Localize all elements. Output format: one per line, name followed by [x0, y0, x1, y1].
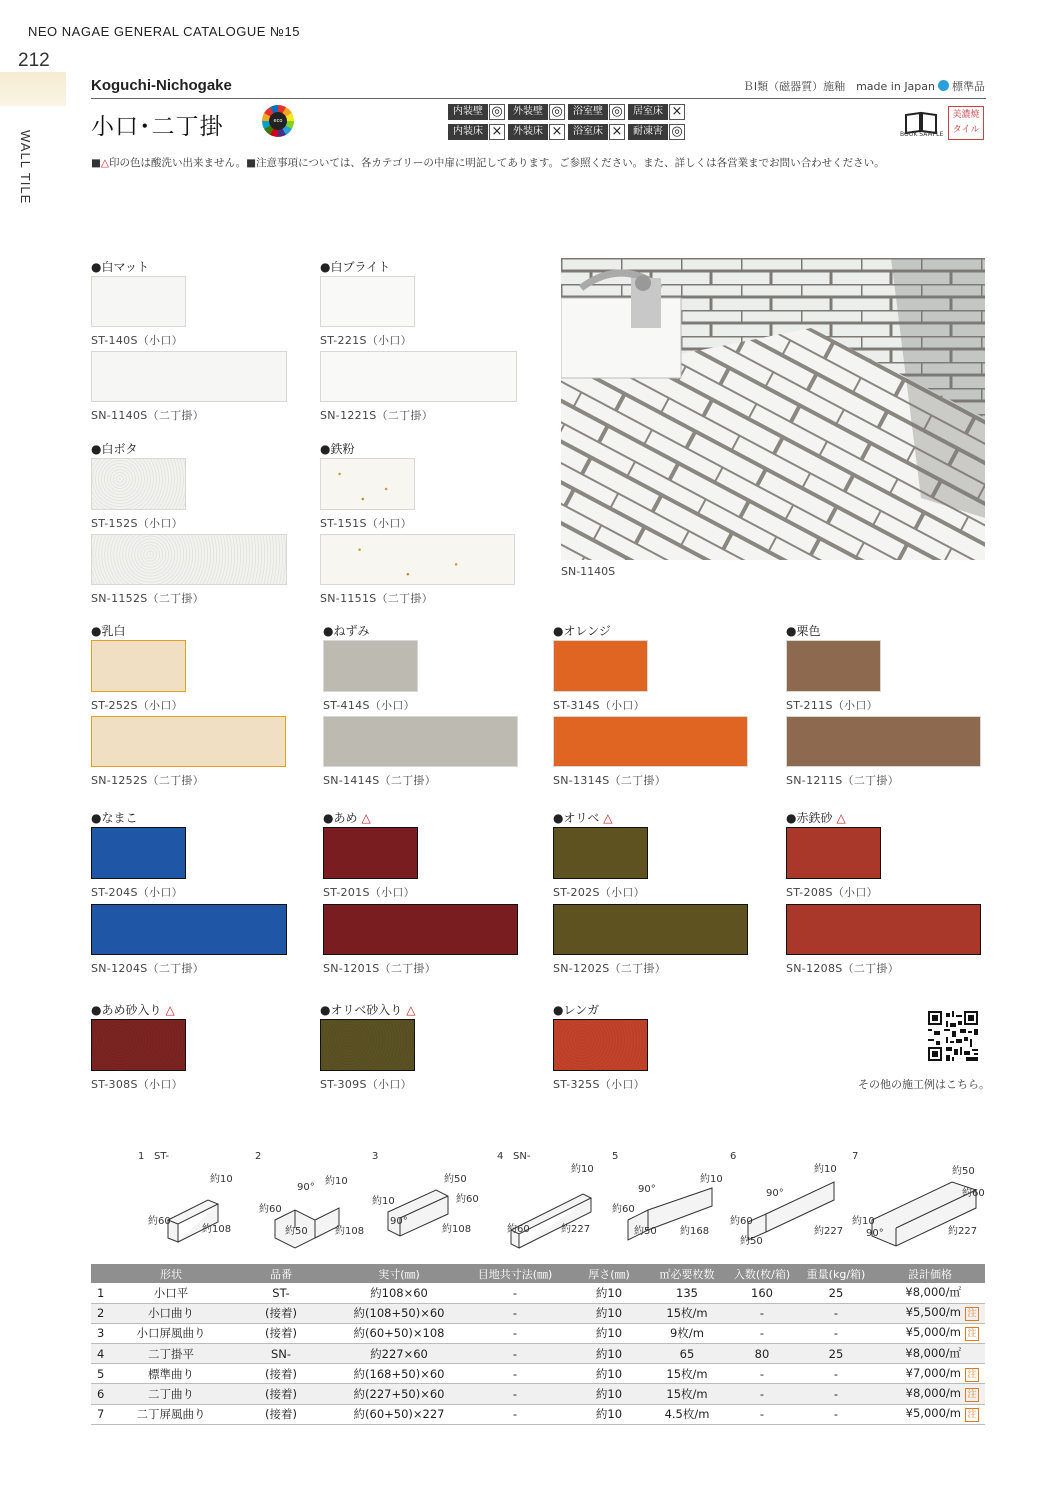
acid-warning-icon: △	[165, 1003, 175, 1017]
spec-cell-weight: -	[797, 1364, 875, 1384]
swatch-code-large: SN-1204S（二丁掛）	[91, 962, 205, 975]
standard-label: 標準品	[952, 80, 985, 93]
swatch-code-large: SN-1414S（二丁掛）	[323, 774, 437, 787]
swatch-tile-large	[786, 904, 981, 955]
shape-dimension-label: 約108	[202, 1224, 232, 1235]
spec-cell-num: 5	[91, 1364, 119, 1384]
spec-cell-joint: -	[459, 1344, 571, 1364]
swatch-tile-small	[320, 1019, 415, 1071]
color-name	[553, 1001, 603, 1018]
spec-cell-thick: 約10	[571, 1303, 647, 1323]
color-name	[91, 440, 141, 457]
color-name	[786, 809, 846, 826]
shape-diagram-3	[372, 1160, 502, 1260]
price-value: ¥7,000/m	[905, 1365, 961, 1380]
swatch-tile-small	[320, 276, 415, 327]
swatch-code-small: ST-252S（小口）	[91, 699, 183, 712]
spec-cell-shape: 小口屏風曲り	[119, 1323, 223, 1343]
price-value: ¥8,000/㎡	[905, 1346, 961, 1361]
shape-dimension-label: 約227	[561, 1224, 591, 1235]
spec-cell-size: 約(227+50)×60	[339, 1384, 459, 1404]
spec-cell-joint: -	[459, 1404, 571, 1424]
usage-mark-icon: ◎	[549, 104, 565, 120]
swatch-tile-small	[320, 458, 415, 510]
shape-number: 4	[497, 1151, 504, 1162]
swatch-tile-small	[91, 276, 186, 327]
swatch-tile-small	[91, 827, 186, 879]
shape-number: 2	[255, 1151, 262, 1162]
spec-cell-code: (接着)	[223, 1404, 339, 1424]
spec-cell-price	[875, 1303, 985, 1323]
shape-diagram-4	[497, 1160, 627, 1260]
spec-cell-price	[875, 1364, 985, 1384]
shape-dimension-label: 約50	[285, 1226, 308, 1237]
spec-cell-per_box: -	[727, 1364, 797, 1384]
spec-cell-price	[875, 1344, 985, 1364]
spec-cell-per_box: -	[727, 1303, 797, 1323]
spec-cell-code: ST-	[223, 1283, 339, 1303]
spec-cell-per_box: -	[727, 1404, 797, 1424]
spec-cell-joint: -	[459, 1303, 571, 1323]
color-name-text: ●オリベ	[553, 811, 600, 825]
color-name-text: ●あめ砂入り	[91, 1003, 162, 1017]
spec-cell-price	[875, 1404, 985, 1424]
spec-column-header: 重量(kg/箱)	[797, 1264, 875, 1283]
swatch-code-small: ST-151S（小口）	[320, 517, 412, 530]
swatch-tile-large	[320, 534, 515, 585]
spec-line	[743, 78, 985, 94]
shape-dimension-label: 約168	[680, 1226, 710, 1237]
acid-warning-icon: △	[361, 811, 371, 825]
color-name-text: ●鉄粉	[320, 442, 355, 456]
shape-dimension-label: 約60	[507, 1224, 530, 1235]
swatch-tile-small	[786, 827, 881, 879]
price-value: ¥5,500/m	[905, 1305, 961, 1320]
product-name: 小口･二丁掛	[91, 114, 224, 140]
usage-label: 耐凍害	[628, 124, 668, 140]
color-name	[553, 622, 615, 639]
usage-mark-icon: ×	[549, 124, 565, 140]
spec-cell-code: SN-	[223, 1344, 339, 1364]
shape-dimension-label: 約227	[814, 1226, 844, 1237]
spec-cell-thick: 約10	[571, 1344, 647, 1364]
installation-photo	[561, 258, 985, 560]
swatch-code-small: ST-309S（小口）	[320, 1078, 412, 1091]
shape-number: 1	[138, 1151, 145, 1162]
standard-dot-icon	[938, 80, 949, 91]
spec-cell-price	[875, 1323, 985, 1343]
swatch-tile-small	[323, 640, 418, 692]
spec-cell-per_m2: 135	[647, 1283, 727, 1303]
notice-text	[91, 155, 885, 170]
qr-caption: その他の施工例はこちら。	[858, 1078, 990, 1091]
swatch-tile-small	[91, 458, 186, 510]
color-name	[320, 440, 358, 457]
shape-dimension-label: 約60	[148, 1216, 171, 1227]
shape-number: 3	[372, 1151, 379, 1162]
shape-dimension-label: 90°	[297, 1182, 315, 1193]
swatch-tile-small	[553, 1019, 648, 1071]
spec-cell-per_m2: 15枚/m	[647, 1384, 727, 1404]
acid-warning-icon: △	[406, 1003, 416, 1017]
swatch-tile-large	[553, 904, 748, 955]
spec-cell-thick: 約10	[571, 1364, 647, 1384]
spec-cell-shape: 二丁屏風曲り	[119, 1404, 223, 1424]
spec-cell-size: 約(60+50)×108	[339, 1323, 459, 1343]
spec-cell-weight: 25	[797, 1344, 875, 1364]
shape-dimension-label: 約108	[442, 1224, 472, 1235]
usage-mark-icon: ◎	[609, 104, 625, 120]
spec-cell-size: 約(168+50)×60	[339, 1364, 459, 1384]
shape-dimension-label: 約50	[952, 1166, 975, 1177]
usage-mark-icon: ×	[669, 104, 685, 120]
spec-column-header: 設計価格	[875, 1264, 985, 1283]
swatch-code-large: SN-1202S（二丁掛）	[553, 962, 667, 975]
color-name-text: ●赤鉄砂	[786, 811, 833, 825]
swatch-code-small: ST-152S（小口）	[91, 517, 183, 530]
side-label: WALL TILE	[18, 130, 33, 205]
spec-cell-thick: 約10	[571, 1323, 647, 1343]
usage-label: 外装壁	[508, 104, 548, 120]
swatch-tile-large	[320, 351, 517, 402]
shape-dimension-label: 約60	[730, 1216, 753, 1227]
swatch-tile-large	[323, 716, 518, 767]
shape-dimension-label: 90°	[766, 1188, 784, 1199]
spec-table-row	[91, 1303, 985, 1323]
color-name	[91, 809, 141, 826]
spec-text: ＢⅠ類（磁器質）施釉 made in Japan	[742, 80, 935, 93]
spec-cell-num: 7	[91, 1404, 119, 1424]
spec-cell-thick: 約10	[571, 1404, 647, 1424]
spec-cell-per_m2: 15枚/m	[647, 1364, 727, 1384]
swatch-code-large: SN-1208S（二丁掛）	[786, 962, 900, 975]
swatch-tile-small	[553, 827, 648, 879]
spec-cell-code: (接着)	[223, 1303, 339, 1323]
spec-cell-per_box: -	[727, 1384, 797, 1404]
color-name	[323, 622, 373, 639]
spec-cell-per_m2: 9枚/m	[647, 1323, 727, 1343]
swatch-code-large: SN-1221S（二丁掛）	[320, 409, 434, 422]
shape-dimension-label: 約10	[700, 1174, 723, 1185]
color-name	[91, 258, 153, 275]
usage-label: 内装床	[448, 124, 488, 140]
swatch-tile-large	[91, 534, 287, 585]
notice-triangle-icon: △	[100, 157, 109, 169]
header-rule	[91, 98, 986, 99]
shape-dimension-label: 約60	[612, 1204, 635, 1215]
swatch-code-small: ST-221S（小口）	[320, 334, 412, 347]
acid-warning-icon: △	[603, 811, 613, 825]
color-name	[91, 622, 129, 639]
shape-prefix: ST-	[154, 1151, 170, 1162]
swatch-code-small: ST-308S（小口）	[91, 1078, 183, 1091]
spec-cell-per_m2: 4.5枚/m	[647, 1404, 727, 1424]
swatch-code-small: ST-140S（小口）	[91, 334, 183, 347]
eco-friendly-icon	[262, 105, 294, 142]
spec-column-header: 形状	[119, 1264, 223, 1283]
price-value: ¥8,000/㎡	[905, 1285, 961, 1300]
spec-cell-per_box: 160	[727, 1283, 797, 1303]
usage-mark-icon: ×	[489, 124, 505, 140]
spec-cell-num: 4	[91, 1344, 119, 1364]
color-name-text: ●栗色	[786, 624, 821, 638]
spec-table-row	[91, 1344, 985, 1364]
spec-cell-per_box: -	[727, 1323, 797, 1343]
price-value: ¥5,000/m	[905, 1325, 961, 1340]
note-icon: 注	[965, 1408, 979, 1422]
spec-column-header: 品番	[223, 1264, 339, 1283]
color-name-text: ●白ボタ	[91, 442, 138, 456]
swatch-code-large: SN-1314S（二丁掛）	[553, 774, 667, 787]
swatch-tile-large	[91, 351, 287, 402]
spec-table-row	[91, 1404, 985, 1424]
shape-dimension-label: 約50	[634, 1226, 657, 1237]
spec-cell-joint: -	[459, 1364, 571, 1384]
spec-column-header: ㎡必要枚数	[647, 1264, 727, 1283]
spec-cell-shape: 小口曲り	[119, 1303, 223, 1323]
swatch-code-small: ST-202S（小口）	[553, 886, 645, 899]
spec-cell-weight: -	[797, 1404, 875, 1424]
usage-label: 浴室壁	[568, 104, 608, 120]
spec-cell-joint: -	[459, 1283, 571, 1303]
note-icon: 注	[965, 1327, 979, 1341]
shape-dimension-label: 約60	[456, 1194, 479, 1205]
shape-prefix: SN-	[513, 1151, 531, 1162]
spec-table	[91, 1264, 985, 1425]
usage-mark-icon: ◎	[489, 104, 505, 120]
shape-dimension-label: 約50	[740, 1236, 763, 1247]
swatch-tile-small	[786, 640, 881, 692]
swatch-tile-large	[786, 716, 981, 767]
shape-dimension-label: 約10	[210, 1174, 233, 1185]
spec-cell-weight: 25	[797, 1283, 875, 1303]
note-icon: 注	[965, 1307, 979, 1321]
shape-dimension-label: 約60	[259, 1204, 282, 1215]
swatch-code-small: ST-201S（小口）	[323, 886, 415, 899]
note-icon: 注	[965, 1368, 979, 1382]
swatch-tile-large	[91, 716, 286, 767]
swatch-code-large: SN-1152S（二丁掛）	[91, 592, 205, 605]
color-name	[91, 1001, 175, 1018]
shape-dimension-label: 約227	[948, 1226, 978, 1237]
color-name	[320, 1001, 415, 1018]
spec-cell-joint: -	[459, 1323, 571, 1343]
shape-dimension-label: 約10	[325, 1176, 348, 1187]
qr-code-icon[interactable]	[928, 1011, 978, 1061]
color-name	[320, 258, 394, 275]
spec-cell-code: (接着)	[223, 1384, 339, 1404]
spec-cell-num: 1	[91, 1283, 119, 1303]
swatch-code-small: ST-325S（小口）	[553, 1078, 645, 1091]
spec-column-header: 厚さ(㎜)	[571, 1264, 647, 1283]
spec-table-header	[91, 1264, 985, 1283]
swatch-code-small: ST-314S（小口）	[553, 699, 645, 712]
shape-dimension-label: 約50	[444, 1174, 467, 1185]
swatch-tile-small	[91, 1019, 186, 1071]
swatch-code-small: ST-208S（小口）	[786, 886, 878, 899]
shape-dimension-label: 90°	[390, 1216, 408, 1227]
spec-cell-weight: -	[797, 1384, 875, 1404]
spec-cell-size: 約227×60	[339, 1344, 459, 1364]
swatch-tile-large	[553, 716, 748, 767]
shape-dimension-label: 90°	[638, 1184, 656, 1195]
swatch-tile-small	[323, 827, 418, 879]
spec-cell-per_box: 80	[727, 1344, 797, 1364]
catalogue-title: NEO NAGAE GENERAL CATALOGUE №15	[28, 24, 300, 39]
shape-dimension-label: 約10	[571, 1164, 594, 1175]
mino-tile-badge: 美濃焼タイル	[948, 106, 984, 140]
swatch-code-large: SN-1252S（二丁掛）	[91, 774, 205, 787]
color-name-text: ●ねずみ	[323, 624, 370, 638]
shape-dimension-label: 約10	[372, 1196, 395, 1207]
spec-cell-shape: 標準曲り	[119, 1364, 223, 1384]
spec-column-header: 入数(枚/箱)	[727, 1264, 797, 1283]
spec-cell-num: 6	[91, 1384, 119, 1404]
swatch-code-large: SN-1151S（二丁掛）	[320, 592, 434, 605]
color-name-text: ●あめ	[323, 811, 358, 825]
swatch-code-large: SN-1201S（二丁掛）	[323, 962, 437, 975]
spec-cell-weight: -	[797, 1323, 875, 1343]
spec-cell-code: (接着)	[223, 1364, 339, 1384]
swatch-tile-small	[91, 640, 186, 692]
swatch-code-large: SN-1140S（二丁掛）	[91, 409, 205, 422]
swatch-code-small: ST-204S（小口）	[91, 886, 183, 899]
shape-dimension-label: 約60	[962, 1188, 985, 1199]
note-icon: 注	[965, 1388, 979, 1402]
notice-prefix: ■	[91, 157, 101, 169]
spec-cell-price	[875, 1384, 985, 1404]
price-value: ¥5,000/m	[905, 1406, 961, 1421]
page-number-band	[0, 72, 66, 106]
color-name-text: ●なまこ	[91, 811, 138, 825]
eco-badge-text: eco friendly	[269, 112, 287, 130]
swatch-tile-large	[91, 904, 287, 955]
spec-cell-thick: 約10	[571, 1283, 647, 1303]
acid-warning-icon: △	[836, 811, 846, 825]
shape-dimension-label: 約10	[814, 1164, 837, 1175]
spec-cell-per_m2: 15枚/m	[647, 1303, 727, 1323]
spec-cell-num: 2	[91, 1303, 119, 1323]
spec-cell-num: 3	[91, 1323, 119, 1343]
spec-cell-size: 約108×60	[339, 1283, 459, 1303]
swatch-tile-large	[323, 904, 518, 955]
spec-cell-code: (接着)	[223, 1323, 339, 1343]
usage-label: 内装壁	[448, 104, 488, 120]
color-name	[553, 809, 612, 826]
spec-cell-shape: 小口平	[119, 1283, 223, 1303]
color-name-text: ●レンガ	[553, 1003, 600, 1017]
usage-label: 浴室床	[568, 124, 608, 140]
color-name-text: ●オリベ砂入り	[320, 1003, 403, 1017]
installation-photo-drawing	[561, 258, 985, 560]
spec-table-row	[91, 1283, 985, 1303]
spec-column-header: 実寸(㎜)	[339, 1264, 459, 1283]
usage-mark-icon: ◎	[669, 124, 685, 140]
spec-cell-weight: -	[797, 1303, 875, 1323]
photo-caption: SN-1140S	[561, 565, 616, 578]
swatch-code-small: ST-414S（小口）	[323, 699, 415, 712]
page-number: 212	[18, 50, 50, 71]
shape-dimension-label: 約10	[852, 1216, 875, 1227]
notice-body: 印の色は酸洗い出来ません。■注意事項については、各カテゴリーの中扉に明記してあります。ご参照ください。また、詳しくは各営業までお問い合わせください。	[109, 157, 885, 169]
shape-diagram-1	[138, 1160, 268, 1260]
shape-dimension-label: 90°	[866, 1228, 884, 1239]
series-title: Koguchi-Nichogake	[91, 77, 232, 94]
spec-column-header	[91, 1264, 119, 1283]
color-name-text: ●白ブライト	[320, 260, 391, 274]
book-sample-caption: BOOK SAMPLE	[900, 131, 944, 138]
color-name-text: ●乳白	[91, 624, 126, 638]
spec-table-row	[91, 1323, 985, 1343]
shape-number: 7	[852, 1151, 859, 1162]
spec-cell-size: 約(60+50)×227	[339, 1404, 459, 1424]
color-name	[786, 622, 824, 639]
color-name-text: ●オレンジ	[553, 624, 611, 638]
swatch-tile-small	[553, 640, 648, 692]
spec-cell-joint: -	[459, 1384, 571, 1404]
swatch-code-small: ST-211S（小口）	[786, 699, 878, 712]
shape-number: 6	[730, 1151, 737, 1162]
color-name	[323, 809, 371, 826]
shape-number: 5	[612, 1151, 619, 1162]
usage-label: 外装床	[508, 124, 548, 140]
spec-cell-shape: 二丁曲り	[119, 1384, 223, 1404]
shape-dimension-label: 約108	[335, 1226, 365, 1237]
usage-mark-icon: ×	[609, 124, 625, 140]
usage-label: 居室床	[628, 104, 668, 120]
spec-cell-thick: 約10	[571, 1384, 647, 1404]
spec-cell-size: 約(108+50)×60	[339, 1303, 459, 1323]
color-name-text: ●白マット	[91, 260, 149, 274]
swatch-code-large: SN-1211S（二丁掛）	[786, 774, 900, 787]
spec-cell-price	[875, 1283, 985, 1303]
spec-table-row	[91, 1384, 985, 1404]
price-value: ¥8,000/m	[905, 1386, 961, 1401]
spec-cell-shape: 二丁掛平	[119, 1344, 223, 1364]
spec-table-row	[91, 1364, 985, 1384]
spec-cell-per_m2: 65	[647, 1344, 727, 1364]
spec-column-header: 目地共寸法(㎜)	[459, 1264, 571, 1283]
